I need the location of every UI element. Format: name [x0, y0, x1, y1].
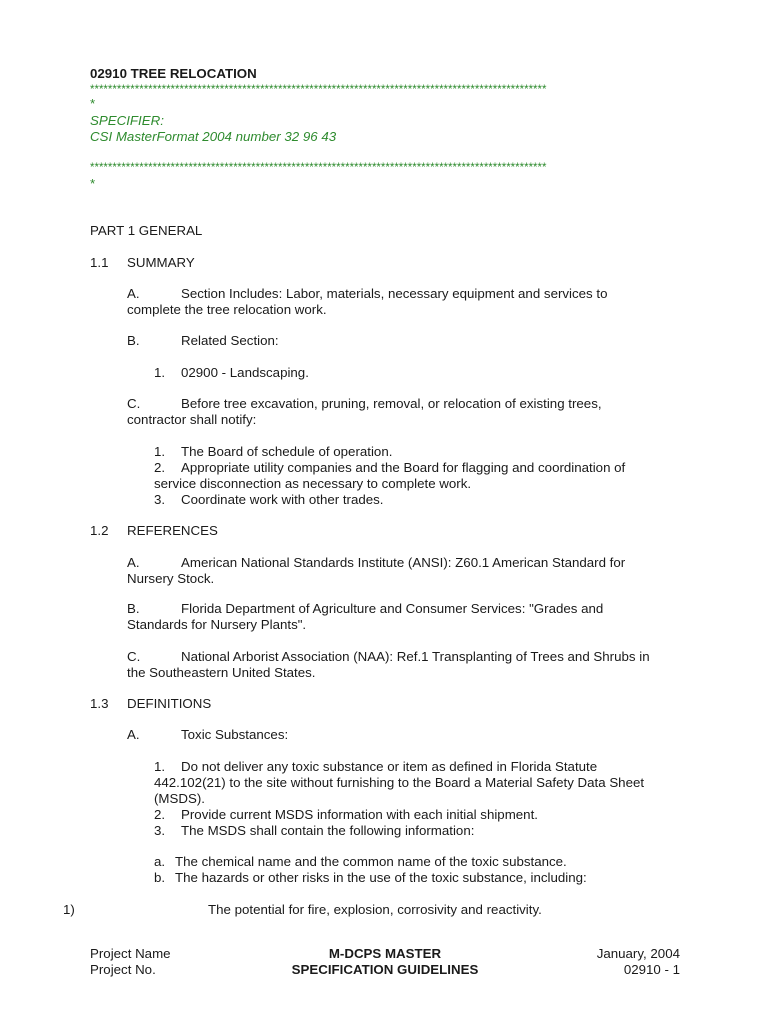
paragraph-text: National Arborist Association (NAA): Ref.1 Transplanting of Trees and Shrubs in: [181, 649, 650, 664]
paragraph-label: A.: [127, 555, 140, 570]
paragraph-text: complete the tree relocation work.: [127, 302, 327, 317]
subsubitem-label: 1): [63, 902, 75, 917]
item-text: 442.102(21) to the site without furnishing to the Board a Material Safety Data Sheet: [154, 775, 645, 790]
specifier-label: SPECIFIER:: [90, 113, 164, 128]
subsubitem-text: The potential for fire, explosion, corrosivity and reactivity.: [208, 902, 542, 917]
paragraph-label: C.: [127, 396, 141, 411]
subitem-text: The hazards or other risks in the use of the toxic substance, including:: [175, 870, 587, 885]
item-text: Appropriate utility companies and the Board for flagging and coordination of: [181, 460, 626, 475]
item-number: 1.: [154, 365, 166, 380]
footer-page-number: 02910 - 1: [623, 962, 680, 977]
item-number: 1.: [154, 444, 166, 459]
footer-guidelines-title: SPECIFICATION GUIDELINES: [291, 962, 479, 977]
specifier-stars-bottom: ******************************************************************************************************: [90, 162, 547, 174]
footer-project-name: Project Name: [90, 946, 171, 961]
paragraph-text: Toxic Substances:: [181, 727, 289, 742]
item-text: Coordinate work with other trades.: [181, 492, 384, 507]
paragraph-label: C.: [127, 649, 141, 664]
item-number: 1.: [154, 759, 166, 774]
item-text: Provide current MSDS information with each initial shipment.: [181, 807, 538, 822]
paragraph-label: A.: [127, 286, 140, 301]
item-text: The MSDS shall contain the following information:: [181, 823, 475, 838]
specifier-star-bottom: *: [90, 176, 96, 191]
footer-master-title: M-DCPS MASTER: [328, 946, 442, 961]
item-text: 02900 - Landscaping.: [181, 365, 309, 380]
item-number: 2.: [154, 460, 166, 475]
item-number: 2.: [154, 807, 166, 822]
specifier-star-top: *: [90, 96, 96, 111]
section-title: 02910 TREE RELOCATION: [90, 66, 257, 81]
article-title: DEFINITIONS: [127, 696, 212, 711]
specifier-stars-top: ******************************************************************************************************: [90, 84, 547, 96]
paragraph-text: the Southeastern United States.: [127, 665, 316, 680]
subitem-label: a.: [154, 854, 166, 869]
paragraph-label: A.: [127, 727, 140, 742]
paragraph-text: contractor shall notify:: [127, 412, 257, 427]
item-text: (MSDS).: [154, 791, 205, 806]
item-number: 3.: [154, 823, 166, 838]
footer-date: January, 2004: [596, 946, 680, 961]
paragraph-label: B.: [127, 333, 140, 348]
footer-project-no: Project No.: [90, 962, 156, 977]
paragraph-label: B.: [127, 601, 140, 616]
paragraph-text: Florida Department of Agriculture and Consumer Services: "Grades and: [181, 601, 604, 616]
article-title: REFERENCES: [127, 523, 218, 538]
item-number: 3.: [154, 492, 166, 507]
item-text: service disconnection as necessary to complete work.: [154, 476, 472, 491]
item-text: The Board of schedule of operation.: [181, 444, 393, 459]
article-number: 1.1: [90, 255, 109, 270]
article-title: SUMMARY: [127, 255, 195, 270]
paragraph-text: Nursery Stock.: [127, 571, 215, 586]
item-text: Do not deliver any toxic substance or item as defined in Florida Statute: [181, 759, 598, 774]
subitem-text: The chemical name and the common name of the toxic substance.: [175, 854, 567, 869]
paragraph-text: Standards for Nursery Plants".: [127, 617, 307, 632]
paragraph-text: Before tree excavation, pruning, removal, or relocation of existing trees,: [181, 396, 602, 411]
specifier-text: CSI MasterFormat 2004 number 32 96 43: [90, 129, 337, 144]
paragraph-text: Section Includes: Labor, materials, necessary equipment and services to: [181, 286, 608, 301]
article-number: 1.2: [90, 523, 109, 538]
article-number: 1.3: [90, 696, 109, 711]
paragraph-text: American National Standards Institute (ANSI): Z60.1 American Standard for: [181, 555, 626, 570]
part-heading: PART 1 GENERAL: [90, 223, 203, 238]
subitem-label: b.: [154, 870, 166, 885]
paragraph-text: Related Section:: [181, 333, 279, 348]
